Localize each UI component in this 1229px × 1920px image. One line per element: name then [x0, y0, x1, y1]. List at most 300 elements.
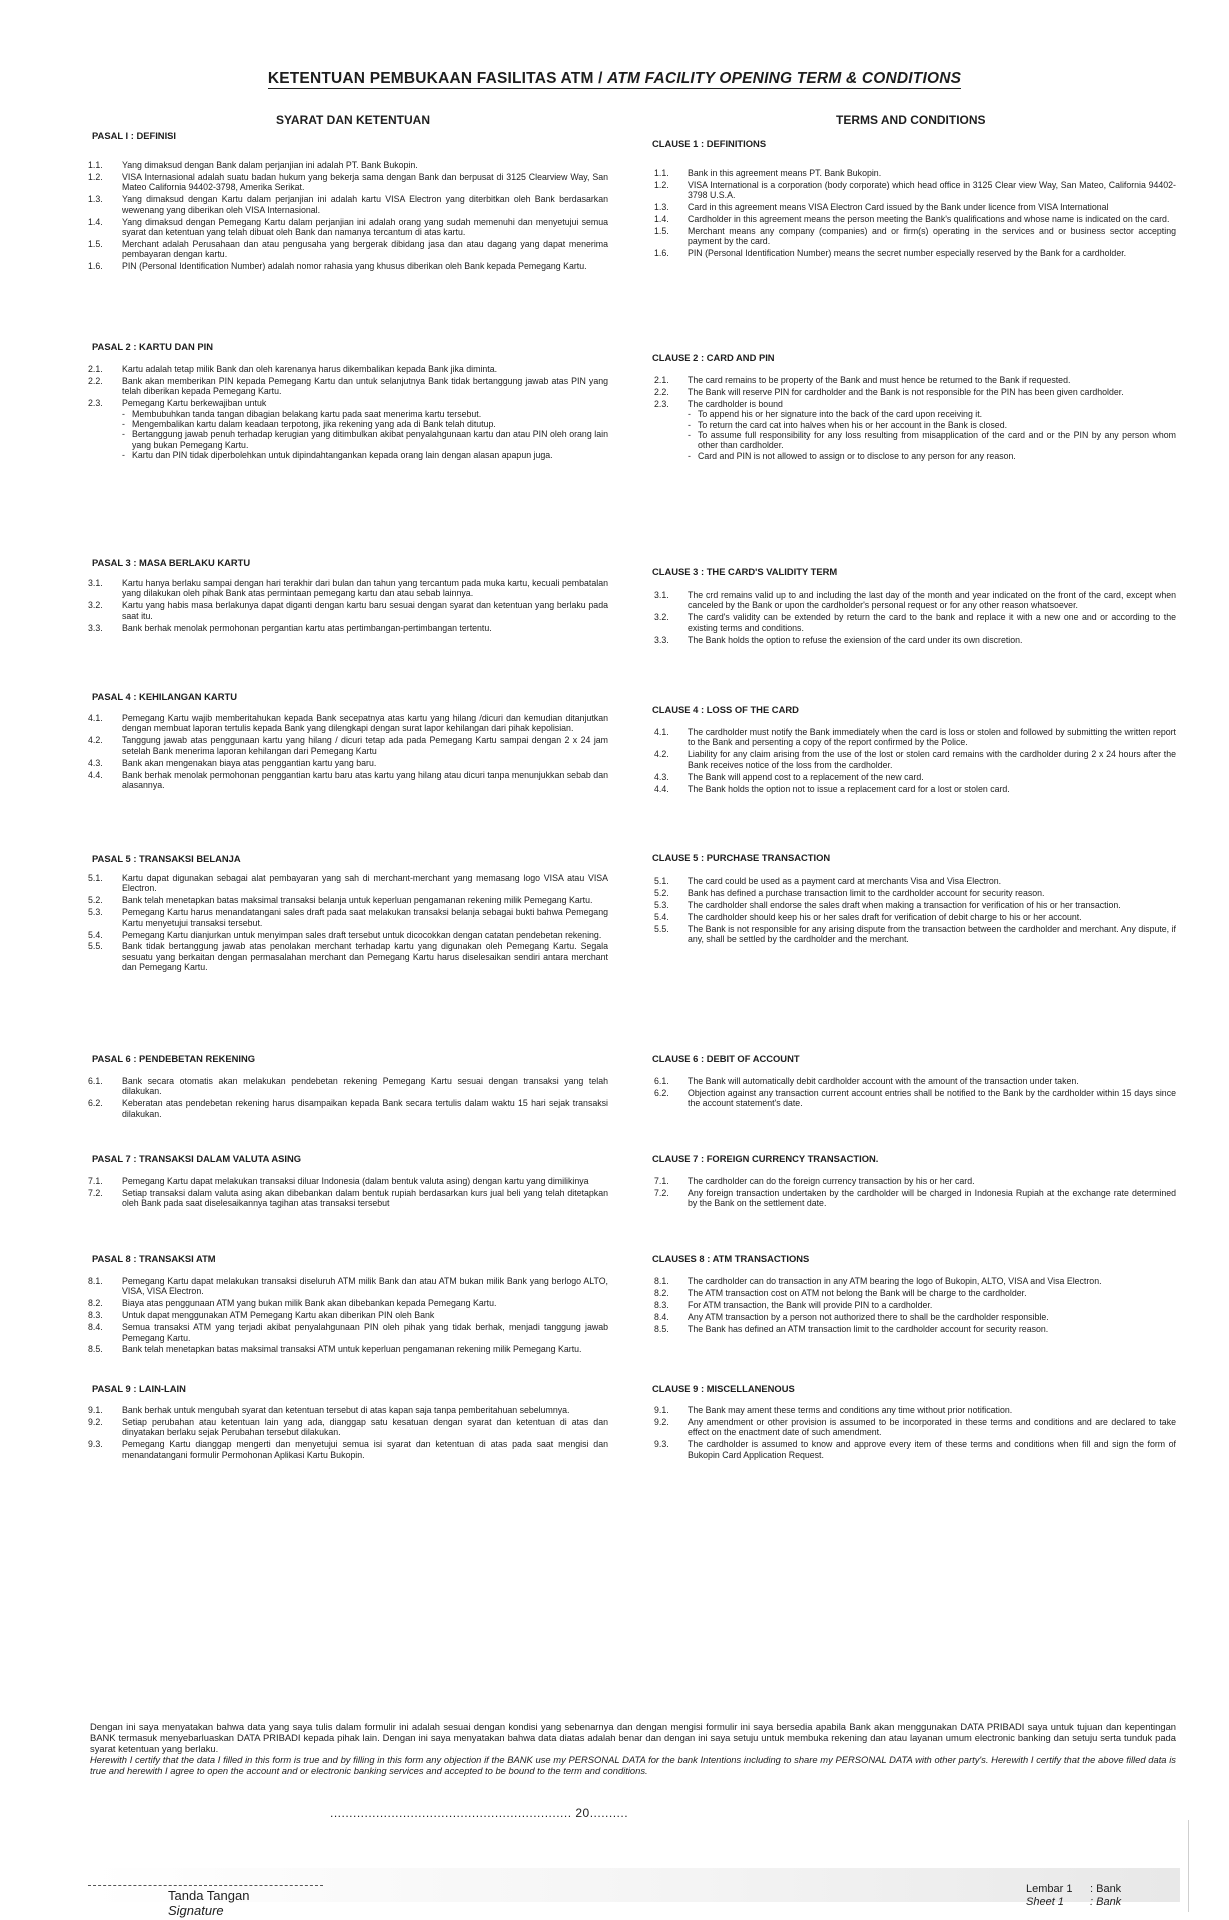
- sub-clause-item: [122, 419, 608, 429]
- clause-body: [688, 1188, 1176, 1209]
- clause-text: Bank berhak menolak permohonan pergantian kartu atas pertimbangan-pertimbangan tertentu.: [122, 622, 492, 633]
- clause-item: [88, 600, 608, 621]
- clause-text: The cardholder can do the foreign currency transaction by his or her card.: [688, 1176, 975, 1186]
- clause-body: [688, 1417, 1176, 1438]
- clause-list: [654, 727, 1176, 795]
- clause-body: [122, 1298, 608, 1308]
- clause-text: Any ATM transaction by a person not authorized there to shall be the cardholder responsible.: [688, 1311, 1049, 1322]
- clause-item: [654, 784, 1176, 794]
- clause-item: [88, 578, 608, 599]
- clause-number: 1.3.: [88, 194, 103, 205]
- clause-number: 1.2.: [88, 171, 103, 182]
- clause-heading: CLAUSE 9 : MISCELLANENOUS: [652, 1383, 795, 1394]
- clause-body: [688, 727, 1176, 748]
- clause-list: [88, 578, 608, 635]
- clause-body: [122, 194, 608, 215]
- clause-heading: CLAUSE 4 : LOSS OF THE CARD: [652, 704, 799, 715]
- clause-text: Bank berhak untuk mengubah syarat dan ketentuan tersebut di atas kapan saja tanpa pemberitahuan sebelumnya.: [122, 1405, 570, 1415]
- clause-body: [122, 398, 608, 460]
- clause-body: [688, 180, 1176, 201]
- clause-body: [122, 1344, 608, 1354]
- clause-number: 5.5.: [88, 941, 103, 952]
- clause-text: Objection against any transaction current account entries shall be notified to the Bank by the cardholder within 15 days since the account statement's date.: [688, 1087, 1176, 1109]
- clause-list: [654, 1405, 1176, 1462]
- clause-item: [88, 364, 608, 374]
- clause-item: [654, 612, 1176, 633]
- clause-body: [122, 930, 608, 940]
- clause-text: The cardholder can do transaction in any ATM bearing the logo of Bukopin, ALTO, VISA and Visa Electron.: [688, 1276, 1102, 1286]
- clause-text: The Bank holds the option not to issue a replacement card for a lost or stolen card.: [688, 783, 1010, 794]
- clause-body: [688, 1076, 1176, 1086]
- clause-body: [688, 900, 1176, 910]
- clause-body: [122, 217, 608, 238]
- clause-item: [654, 1300, 1176, 1310]
- clause-item: [88, 713, 608, 734]
- clause-item: [88, 1405, 608, 1415]
- clause-item: [88, 758, 608, 768]
- clause-body: [688, 399, 1176, 461]
- clause-text: Merchant means any company (companies) and or firm(s) operating in the services and or business sector accepting payment by the card.: [688, 226, 1176, 247]
- clause-body: [688, 1324, 1176, 1334]
- clause-number: 2.3.: [654, 398, 669, 409]
- clause-item: [88, 1098, 608, 1119]
- bullet-dash: -: [122, 450, 125, 461]
- clause-item: [88, 1276, 608, 1297]
- title-english: ATM FACILITY OPENING TERM & CONDITIONS: [607, 70, 962, 87]
- clause-item: [88, 1310, 608, 1320]
- clause-text: VISA Internasional adalah suatu badan hukum yang bekerja sama dengan Bank dan berpusat di 3125 Clearview Way, San Mateo California 94402-3798, Amerika Serikat.: [122, 171, 608, 193]
- sub-clause-text: Mengembalikan kartu dalam keadaan terpotong, jika rekening yang ada di Bank telah ditutup.: [132, 419, 496, 430]
- clause-body: [122, 1310, 608, 1320]
- sub-clause-text: Kartu dan PIN tidak diperbolehkan untuk dipindahtangankan kepada orang lain dengan alasan apapun juga.: [132, 450, 553, 461]
- clause-body: [122, 941, 608, 972]
- clause-text: Card in this agreement means VISA Electron Card issued by the Bank under licence from VISA International: [688, 202, 1109, 213]
- clause-list: [654, 1076, 1176, 1110]
- clause-body: [122, 1405, 608, 1415]
- clause-body: [122, 376, 608, 397]
- clause-item: [88, 1344, 608, 1354]
- clause-number: 7.2.: [654, 1187, 669, 1198]
- clause-item: [88, 907, 608, 928]
- clause-number: 7.1.: [88, 1176, 103, 1186]
- clause-item: [88, 1076, 608, 1097]
- clause-text: The Bank is not responsible for any arising dispute from the transaction between the cardholder and merchant. Any dispute, if any, shall be settled by the cardholder and the merchant.: [688, 923, 1176, 945]
- clause-body: [122, 1322, 608, 1343]
- clause-body: [122, 907, 608, 928]
- clause-body: [688, 168, 1176, 178]
- clause-body: [688, 635, 1176, 645]
- clause-text: Biaya atas penggunaan ATM yang bukan milik Bank akan dibebankan kepada Pemegang Kartu.: [122, 1298, 497, 1309]
- clause-text: The crd remains valid up to and including the last day of the month and year indicated on the front of the card, except when canceled by the Bank or upon the cardholder's personal request or for any other reason whatsoever.: [688, 590, 1176, 611]
- clause-text: Bank tidak bertanggung jawab atas penolakan merchant terhadap kartu yang digunakan oleh Pemegang Kartu. Segala sesuatu yang berkaitan dengan permasalahan merchant dan Pemegang Kartu harus diselesaikan sendiri antara merchant dan Pemegang Kartu.: [122, 941, 608, 973]
- clause-item: [654, 772, 1176, 782]
- clause-number: 2.1.: [654, 375, 669, 385]
- clause-body: [122, 770, 608, 791]
- clause-text: Bank berhak menolak permohonan penggantian kartu baru atas kartu yang hilang atau dicuri tanpa menunjukkan sebab dan alasannya.: [122, 769, 608, 790]
- clause-list: [654, 590, 1176, 647]
- clause-number: 5.5.: [654, 923, 669, 934]
- sub-clause-text: To append his or her signature into the back of the card upon receiving it.: [698, 409, 983, 420]
- clause-number: 1.1.: [654, 168, 669, 178]
- clause-body: [122, 1417, 608, 1438]
- clause-text: Tanggung jawab atas penggunaan kartu yang hilang / dicuri tetap ada pada Pemegang Kartu sampai dengan 2 x 24 jam setelah Bank menerima laporan kehilangan dari Pemegang Kartu: [122, 735, 608, 756]
- clause-body: [122, 1276, 608, 1297]
- clause-number: 9.2.: [654, 1416, 669, 1427]
- clause-body: [122, 623, 608, 633]
- clause-text: Pemegang Kartu wajib memberitahukan kepada Bank secepatnya atas kartu yang hilang /dicuri dan kemudian ditanjutkan dengan membuat laporan tertulis kepada Bank yang dilengkapi dengan surat lapor kehilangan dari pihak kepolisian.: [122, 713, 608, 734]
- clause-number: 9.2.: [88, 1416, 103, 1427]
- clause-list: [654, 375, 1176, 463]
- sub-clause-item: [688, 430, 1176, 451]
- clause-list: [88, 1405, 608, 1462]
- clause-text: Keberatan atas pendebetan rekening harus disampaikan kepada Bank secara tertulis dalam waktu 15 hari sejak transaksi dilakukan.: [122, 1098, 608, 1119]
- clause-body: [688, 202, 1176, 212]
- clause-text: The card's validity can be extended by return the card to the bank and replace it with a new one and or according to the existing terms and conditions.: [688, 612, 1176, 633]
- clause-text: Merchant adalah Perusahaan dan atau pengusaha yang bergerak dibidang jasa dan atau dagang yang dapat menerima pembayaran dengan kartu.: [122, 238, 608, 260]
- date-line: ............................................................... 20..........: [330, 1806, 629, 1820]
- clause-item: [88, 194, 608, 215]
- bullet-dash: -: [688, 419, 691, 430]
- clause-text: The cardholder is bound: [688, 398, 783, 409]
- clause-text: The cardholder is assumed to know and approve every item of these terms and conditions when fill and sign the form of Bukopin Card Application Request.: [688, 1439, 1176, 1460]
- clause-heading: PASAL 8 : TRANSAKSI ATM: [92, 1253, 216, 1264]
- clause-item: [654, 1076, 1176, 1086]
- clause-text: Setiap transaksi dalam valuta asing akan dibebankan dalam bentuk rupiah berdasarkan kurs jual beli yang telah ditetapkan oleh Bank pada saat diselesaikannya tagihan atas transaksi tersebut: [122, 1187, 608, 1209]
- clause-number: 9.1.: [88, 1405, 103, 1415]
- clause-number: 8.2.: [88, 1298, 103, 1309]
- clause-number: 5.3.: [654, 899, 669, 910]
- bullet-dash: -: [688, 450, 691, 461]
- clause-number: 1.5.: [88, 238, 103, 249]
- clause-body: [688, 248, 1176, 258]
- clause-body: [688, 214, 1176, 224]
- clause-number: 8.1.: [88, 1276, 103, 1286]
- clause-text: Bank in this agreement means PT. Bank Bukopin.: [688, 168, 882, 178]
- clause-heading: PASAL I : DEFINISI: [92, 130, 177, 141]
- clause-text: Bank telah menetapkan batas maksimal transaksi ATM untuk keperluan pengamanan rekening milik Pemegang Kartu.: [122, 1344, 582, 1355]
- sub-clause-item: [688, 409, 1176, 419]
- clause-item: [654, 1417, 1176, 1438]
- clause-list: [88, 1076, 608, 1121]
- clause-text: The cardholder shall endorse the sales draft when making a transaction for verification of his or her transaction.: [688, 899, 1121, 910]
- clause-item: [654, 1405, 1176, 1415]
- sheet-label-english: Sheet 1 : Bank: [1026, 1896, 1122, 1908]
- clause-text: Kartu dapat digunakan sebagai alat pembayaran yang sah di merchant-merchant yang memasang logo VISA atau VISA Electron.: [122, 873, 608, 894]
- clause-text: The Bank will reserve PIN for cardholder and the Bank is not responsible for the PIN has been given cardholder.: [688, 386, 1124, 397]
- clause-list: [654, 168, 1176, 260]
- clause-number: 1.4.: [654, 214, 669, 225]
- clause-item: [654, 1439, 1176, 1460]
- clause-heading: CLAUSES 8 : ATM TRANSACTIONS: [652, 1253, 810, 1264]
- clause-number: 5.3.: [88, 907, 103, 918]
- clause-item: [88, 930, 608, 940]
- clause-body: [688, 888, 1176, 898]
- clause-text: Pemegang Kartu harus menandatangani sales draft pada saat melakukan transaksi belanja sebagai bukti bahwa Pemegang Kartu menyetujui transaksi tersebut.: [122, 907, 608, 928]
- clause-number: 1.6.: [654, 248, 669, 259]
- clause-item: [88, 172, 608, 193]
- clause-item: [654, 387, 1176, 397]
- clause-body: [688, 590, 1176, 611]
- clause-item: [88, 160, 608, 170]
- clause-text: Pemegang Kartu dianggap mengerti dan menyetujui semua isi syarat dan ketentuan di atas pada saat mengisi dan menandatangani formulir Permohonan Aplikasi Kartu Bukopin.: [122, 1439, 608, 1460]
- sub-clause-text: Bertanggung jawab penuh terhadap kerugian yang ditimbulkan akibat penyalahgunaan kartu dan atau PIN oleh orang lain yang bukan Pemegang Kartu.: [132, 429, 608, 450]
- clause-heading: CLAUSE 2 : CARD AND PIN: [652, 352, 775, 363]
- clause-heading: PASAL 3 : MASA BERLAKU KARTU: [92, 557, 251, 568]
- signature-label-indonesian: Tanda Tangan: [168, 1888, 250, 1903]
- clause-body: [122, 578, 608, 599]
- clause-number: 1.2.: [654, 179, 669, 190]
- clause-body: [122, 600, 608, 621]
- clause-list: [88, 713, 608, 792]
- clause-item: [88, 623, 608, 633]
- clause-item: [654, 1288, 1176, 1298]
- clause-item: [88, 895, 608, 905]
- clause-text: PIN (Personal Identification Number) adalah nomor rahasia yang khusus diberikan oleh Bank kepada Pemegang Kartu.: [122, 261, 587, 272]
- scan-edge: [1188, 1820, 1189, 1912]
- clause-number: 1.4.: [88, 216, 103, 227]
- clause-item: [88, 770, 608, 791]
- clause-number: 3.2.: [88, 600, 103, 611]
- clause-body: [122, 1076, 608, 1097]
- clause-body: [688, 1088, 1176, 1109]
- clause-body: [122, 895, 608, 905]
- clause-heading: CLAUSE 3 : THE CARD'S VALIDITY TERM: [652, 566, 838, 577]
- clause-item: [654, 900, 1176, 910]
- clause-number: 1.3.: [654, 202, 669, 213]
- clause-item: [654, 168, 1176, 178]
- clause-number: 5.1.: [88, 873, 103, 883]
- column-heading-english: TERMS AND CONDITIONS: [836, 113, 986, 127]
- clause-list: [654, 1276, 1176, 1336]
- clause-item: [654, 924, 1176, 945]
- clause-heading: CLAUSE 1 : DEFINITIONS: [652, 138, 767, 149]
- clause-number: 2.3.: [88, 398, 103, 409]
- clause-body: [688, 226, 1176, 247]
- clause-number: 4.2.: [88, 735, 103, 746]
- clause-number: 4.3.: [88, 757, 103, 768]
- signature-line: [88, 1885, 323, 1886]
- clause-text: Pemegang Kartu dapat melakukan transaksi diluar Indonesia (dalam bentuk valuta asing) dengan kartu yang dimilikinya: [122, 1176, 589, 1186]
- clause-number: 8.5.: [654, 1323, 669, 1334]
- clause-item: [88, 376, 608, 397]
- clause-number: 2.1.: [88, 364, 103, 374]
- clause-text: PIN (Personal Identification Number) means the secret number especially reserved by the Bank for a cardholder.: [688, 248, 1127, 259]
- clause-heading: PASAL 6 : PENDEBETAN REKENING: [92, 1053, 256, 1064]
- clause-list: [88, 160, 608, 273]
- clause-number: 5.2.: [88, 895, 103, 906]
- clause-number: 8.2.: [654, 1287, 669, 1298]
- clause-item: [654, 590, 1176, 611]
- clause-text: Yang dimaksud dengan Kartu dalam perjanjian ini adalah kartu VISA Electron yang diterbitkan oleh Bank berdasarkan wewenang yang diberikan oleh VISA Internasional.: [122, 194, 608, 215]
- clause-item: [654, 1312, 1176, 1322]
- clause-item: [88, 261, 608, 271]
- clause-item: [654, 912, 1176, 922]
- clause-item: [654, 180, 1176, 201]
- clause-number: 9.3.: [88, 1439, 103, 1450]
- clause-text: The Bank may ament these terms and conditions any time without prior notification.: [688, 1405, 1013, 1415]
- clause-number: 6.2.: [654, 1087, 669, 1098]
- clause-heading: PASAL 2 : KARTU DAN PIN: [92, 341, 214, 352]
- clause-number: 6.2.: [88, 1098, 103, 1109]
- clause-heading: CLAUSE 7 : FOREIGN CURRENCY TRANSACTION.: [652, 1153, 879, 1164]
- clause-text: Any foreign transaction undertaken by the cardholder will be charged in Indonesia Rupiah at the exchange rate determined by the Bank on the settlement date.: [688, 1187, 1176, 1209]
- clause-body: [122, 160, 608, 170]
- clause-text: Pemegang Kartu dianjurkan untuk menyimpan sales draft tersebut untuk dicocokkan dengan catatan pendebetan rekening.: [122, 929, 602, 940]
- clause-text: The cardholder should keep his or her sales draft for verification of debit charge to his or her account.: [688, 911, 1082, 922]
- clause-number: 5.2.: [654, 887, 669, 898]
- clause-item: [654, 727, 1176, 748]
- sub-clause-item: [122, 429, 608, 450]
- clause-body: [688, 1405, 1176, 1415]
- clause-text: Kartu yang habis masa berlakunya dapat diganti dengan kartu baru sesuai dengan syarat dan ketentuan yang berlaku pada saat itu.: [122, 600, 608, 621]
- sub-clause-text: Membubuhkan tanda tangan dibagian belakang kartu pada saat menerima kartu tersebut.: [132, 408, 482, 419]
- clause-item: [88, 1322, 608, 1343]
- clause-number: 4.1.: [88, 713, 103, 723]
- clause-item: [88, 873, 608, 894]
- clause-number: 6.1.: [654, 1076, 669, 1086]
- clause-number: 3.3.: [88, 622, 103, 633]
- clause-number: 8.5.: [88, 1344, 103, 1355]
- clause-body: [688, 375, 1176, 385]
- clause-number: 4.1.: [654, 727, 669, 737]
- clause-item: [654, 1088, 1176, 1109]
- clause-body: [122, 1098, 608, 1119]
- clause-number: 2.2.: [654, 386, 669, 397]
- clause-body: [122, 1188, 608, 1209]
- clause-body: [122, 239, 608, 260]
- clause-heading: PASAL 7 : TRANSAKSI DALAM VALUTA ASING: [92, 1153, 302, 1164]
- clause-number: 3.3.: [654, 634, 669, 645]
- clause-body: [688, 1439, 1176, 1460]
- declaration-english: Herewith I certify that the data I filled in this form is true and by filling in this form any objection if the BANK use my PERSONAL DATA for the bank Intentions including to share my PERSONAL DATA with other party's. Herewith I certify that the above filled data is true and herewith I agree to open the account and or electronic banking services and accepted to be bound to the term and conditions.: [90, 1754, 1176, 1777]
- clause-body: [688, 924, 1176, 945]
- clause-body: [688, 1312, 1176, 1322]
- clause-number: 4.2.: [654, 749, 669, 760]
- clause-body: [122, 172, 608, 193]
- clause-item: [88, 1176, 608, 1186]
- clause-body: [122, 364, 608, 374]
- clause-body: [688, 784, 1176, 794]
- sub-clause-list: [688, 409, 1176, 461]
- clause-number: 3.2.: [654, 612, 669, 623]
- clause-number: 8.1.: [654, 1276, 669, 1286]
- clause-item: [654, 1276, 1176, 1286]
- clause-text: For ATM transaction, the Bank will provide PIN to a cardholder.: [688, 1299, 933, 1310]
- clause-item: [654, 1188, 1176, 1209]
- clause-list: [654, 876, 1176, 946]
- clause-text: Untuk dapat menggunakan ATM Pemegang Kartu akan diberikan PIN oleh Bank: [122, 1310, 435, 1321]
- clause-text: VISA International is a corporation (body corporate) which head office in 3125 Clear view Way, San Mateo, California 94402-3798 U.S.A.: [688, 179, 1176, 201]
- sub-clause-text: Card and PIN is not allowed to assign or to disclose to any person for any reason.: [698, 450, 1016, 461]
- clause-body: [688, 612, 1176, 633]
- clause-item: [88, 398, 608, 460]
- clause-heading: PASAL 5 : TRANSAKSI BELANJA: [92, 853, 241, 864]
- clause-list: [88, 1276, 608, 1356]
- clause-text: The Bank holds the option to refuse the exiension of the card under its own discretion.: [688, 634, 1023, 645]
- clause-text: Bank telah menetapkan batas maksimal transaksi belanja untuk keperluan pengamanan rekening milik Pemegang Kartu.: [122, 895, 593, 906]
- clause-number: 8.3.: [654, 1299, 669, 1310]
- clause-body: [122, 713, 608, 734]
- clause-text: Kartu hanya berlaku sampai dengan hari terakhir dari bulan dan tahun yang tercantum pada muka kartu, kecuali pembatalan yang dilakukan oleh pihak Bank atas permintaan pemegang kartu dan atau sebab lainnya.: [122, 578, 608, 599]
- sub-clause-text: To return the card cat into halves when his or her account in the Bank is closed.: [698, 419, 1008, 430]
- clause-heading: PASAL 9 : LAIN-LAIN: [92, 1383, 186, 1394]
- clause-number: 1.6.: [88, 261, 103, 272]
- page-title: [0, 70, 1229, 88]
- clause-body: [688, 772, 1176, 782]
- clause-item: [88, 1439, 608, 1460]
- clause-number: 4.4.: [88, 769, 103, 780]
- sub-clause-text: To assume full responsibility for any loss resulting from misapplication of the card and or the PIN by any person whom other than cardholder.: [698, 430, 1176, 451]
- bullet-dash: -: [122, 419, 125, 430]
- clause-item: [654, 1176, 1176, 1186]
- clause-text: Bank akan mengenakan biaya atas penggantian kartu yang baru.: [122, 757, 377, 768]
- clause-list: [88, 873, 608, 974]
- clause-body: [122, 1439, 608, 1460]
- clause-text: Pemegang Kartu dapat melakukan transaksi diseluruh ATM milik Bank dan atau ATM bukan milik Bank yang berlogo ALTO, VISA, VISA Electron.: [122, 1276, 608, 1297]
- clause-number: 3.1.: [88, 578, 103, 588]
- sub-clause-item: [122, 450, 608, 460]
- clause-body: [688, 1176, 1176, 1186]
- clause-body: [122, 735, 608, 756]
- column-heading-indonesian: SYARAT DAN KETENTUAN: [276, 113, 431, 127]
- clause-text: The ATM transaction cost on ATM not belong the Bank will be charge to the cardholder.: [688, 1287, 1027, 1298]
- clause-body: [688, 912, 1176, 922]
- clause-text: Bank has defined a purchase transaction limit to the cardholder account for security reason.: [688, 887, 1045, 898]
- clause-text: The card could be used as a payment card at merchants Visa and Visa Electron.: [688, 876, 1002, 886]
- clause-text: Yang dimaksud dengan Pemegang Kartu dalam perjanjian ini adalah orang yang sudah memenuhi dan menyetujui semua syarat dan ketentuan yang telah dibuat oleh Bank dan namanya tercantum di atas kartu.: [122, 216, 608, 237]
- clause-item: [88, 941, 608, 972]
- clause-text: The cardholder must notify the Bank immediately when the card is loss or stolen and followed by submitting the written report to the Bank and persenting a copy of the report confirmed by the Police.: [688, 727, 1176, 748]
- clause-number: 1.5.: [654, 226, 669, 237]
- clause-item: [654, 202, 1176, 212]
- sheet-label-indonesian: Lembar 1 : Bank: [1026, 1883, 1122, 1895]
- clause-number: 5.4.: [654, 911, 669, 922]
- clause-item: [88, 1417, 608, 1438]
- clause-text: Bank secara otomatis akan melakukan pendebetan rekening Pemegang Kartu sesuai dengan transaksi yang telah dilakukan.: [122, 1076, 608, 1097]
- clause-number: 9.1.: [654, 1405, 669, 1415]
- clause-number: 5.1.: [654, 876, 669, 886]
- clause-item: [654, 635, 1176, 645]
- clause-body: [122, 1176, 608, 1186]
- clause-body: [688, 1276, 1176, 1286]
- clause-item: [654, 226, 1176, 247]
- clause-body: [688, 876, 1176, 886]
- bullet-dash: -: [688, 409, 691, 420]
- clause-item: [654, 749, 1176, 770]
- bullet-dash: -: [688, 430, 691, 441]
- clause-text: Yang dimaksud dengan Bank dalam perjanjian ini adalah PT. Bank Bukopin.: [122, 160, 418, 170]
- clause-list: [88, 1176, 608, 1210]
- clause-number: 4.3.: [654, 771, 669, 782]
- clause-body: [688, 749, 1176, 770]
- clause-text: Semua transaksi ATM yang terjadi akibat penyalahgunaan PIN oleh pihak yang tidak berhak, menjadi tanggung jawab Pemegang Kartu.: [122, 1322, 608, 1343]
- clause-body: [688, 387, 1176, 397]
- clause-number: 8.3.: [88, 1310, 103, 1321]
- clause-item: [654, 888, 1176, 898]
- clause-number: 3.1.: [654, 590, 669, 600]
- clause-number: 1.1.: [88, 160, 103, 170]
- clause-item: [88, 1298, 608, 1308]
- signature-label-english: Signature: [168, 1903, 224, 1918]
- title-indonesian: KETENTUAN PEMBUKAAN FASILITAS ATM /: [267, 70, 608, 87]
- clause-number: 8.4.: [88, 1322, 103, 1333]
- clause-text: Any amendment or other provision is assumed to be incorporated in these terms and conditions and are declared to take effect on the enactment date of such amendment.: [688, 1416, 1176, 1438]
- clause-text: Setiap perubahan atau ketentuan lain yang ada, dianggap satu kesatuan dengan syarat dan ketentuan di atas dan dinyatakan berlaku sejak Perubahan tersebut dilakukan.: [122, 1416, 608, 1438]
- clause-item: [88, 735, 608, 756]
- clause-number: 7.1.: [654, 1176, 669, 1186]
- clause-list: [88, 364, 608, 462]
- clause-item: [88, 239, 608, 260]
